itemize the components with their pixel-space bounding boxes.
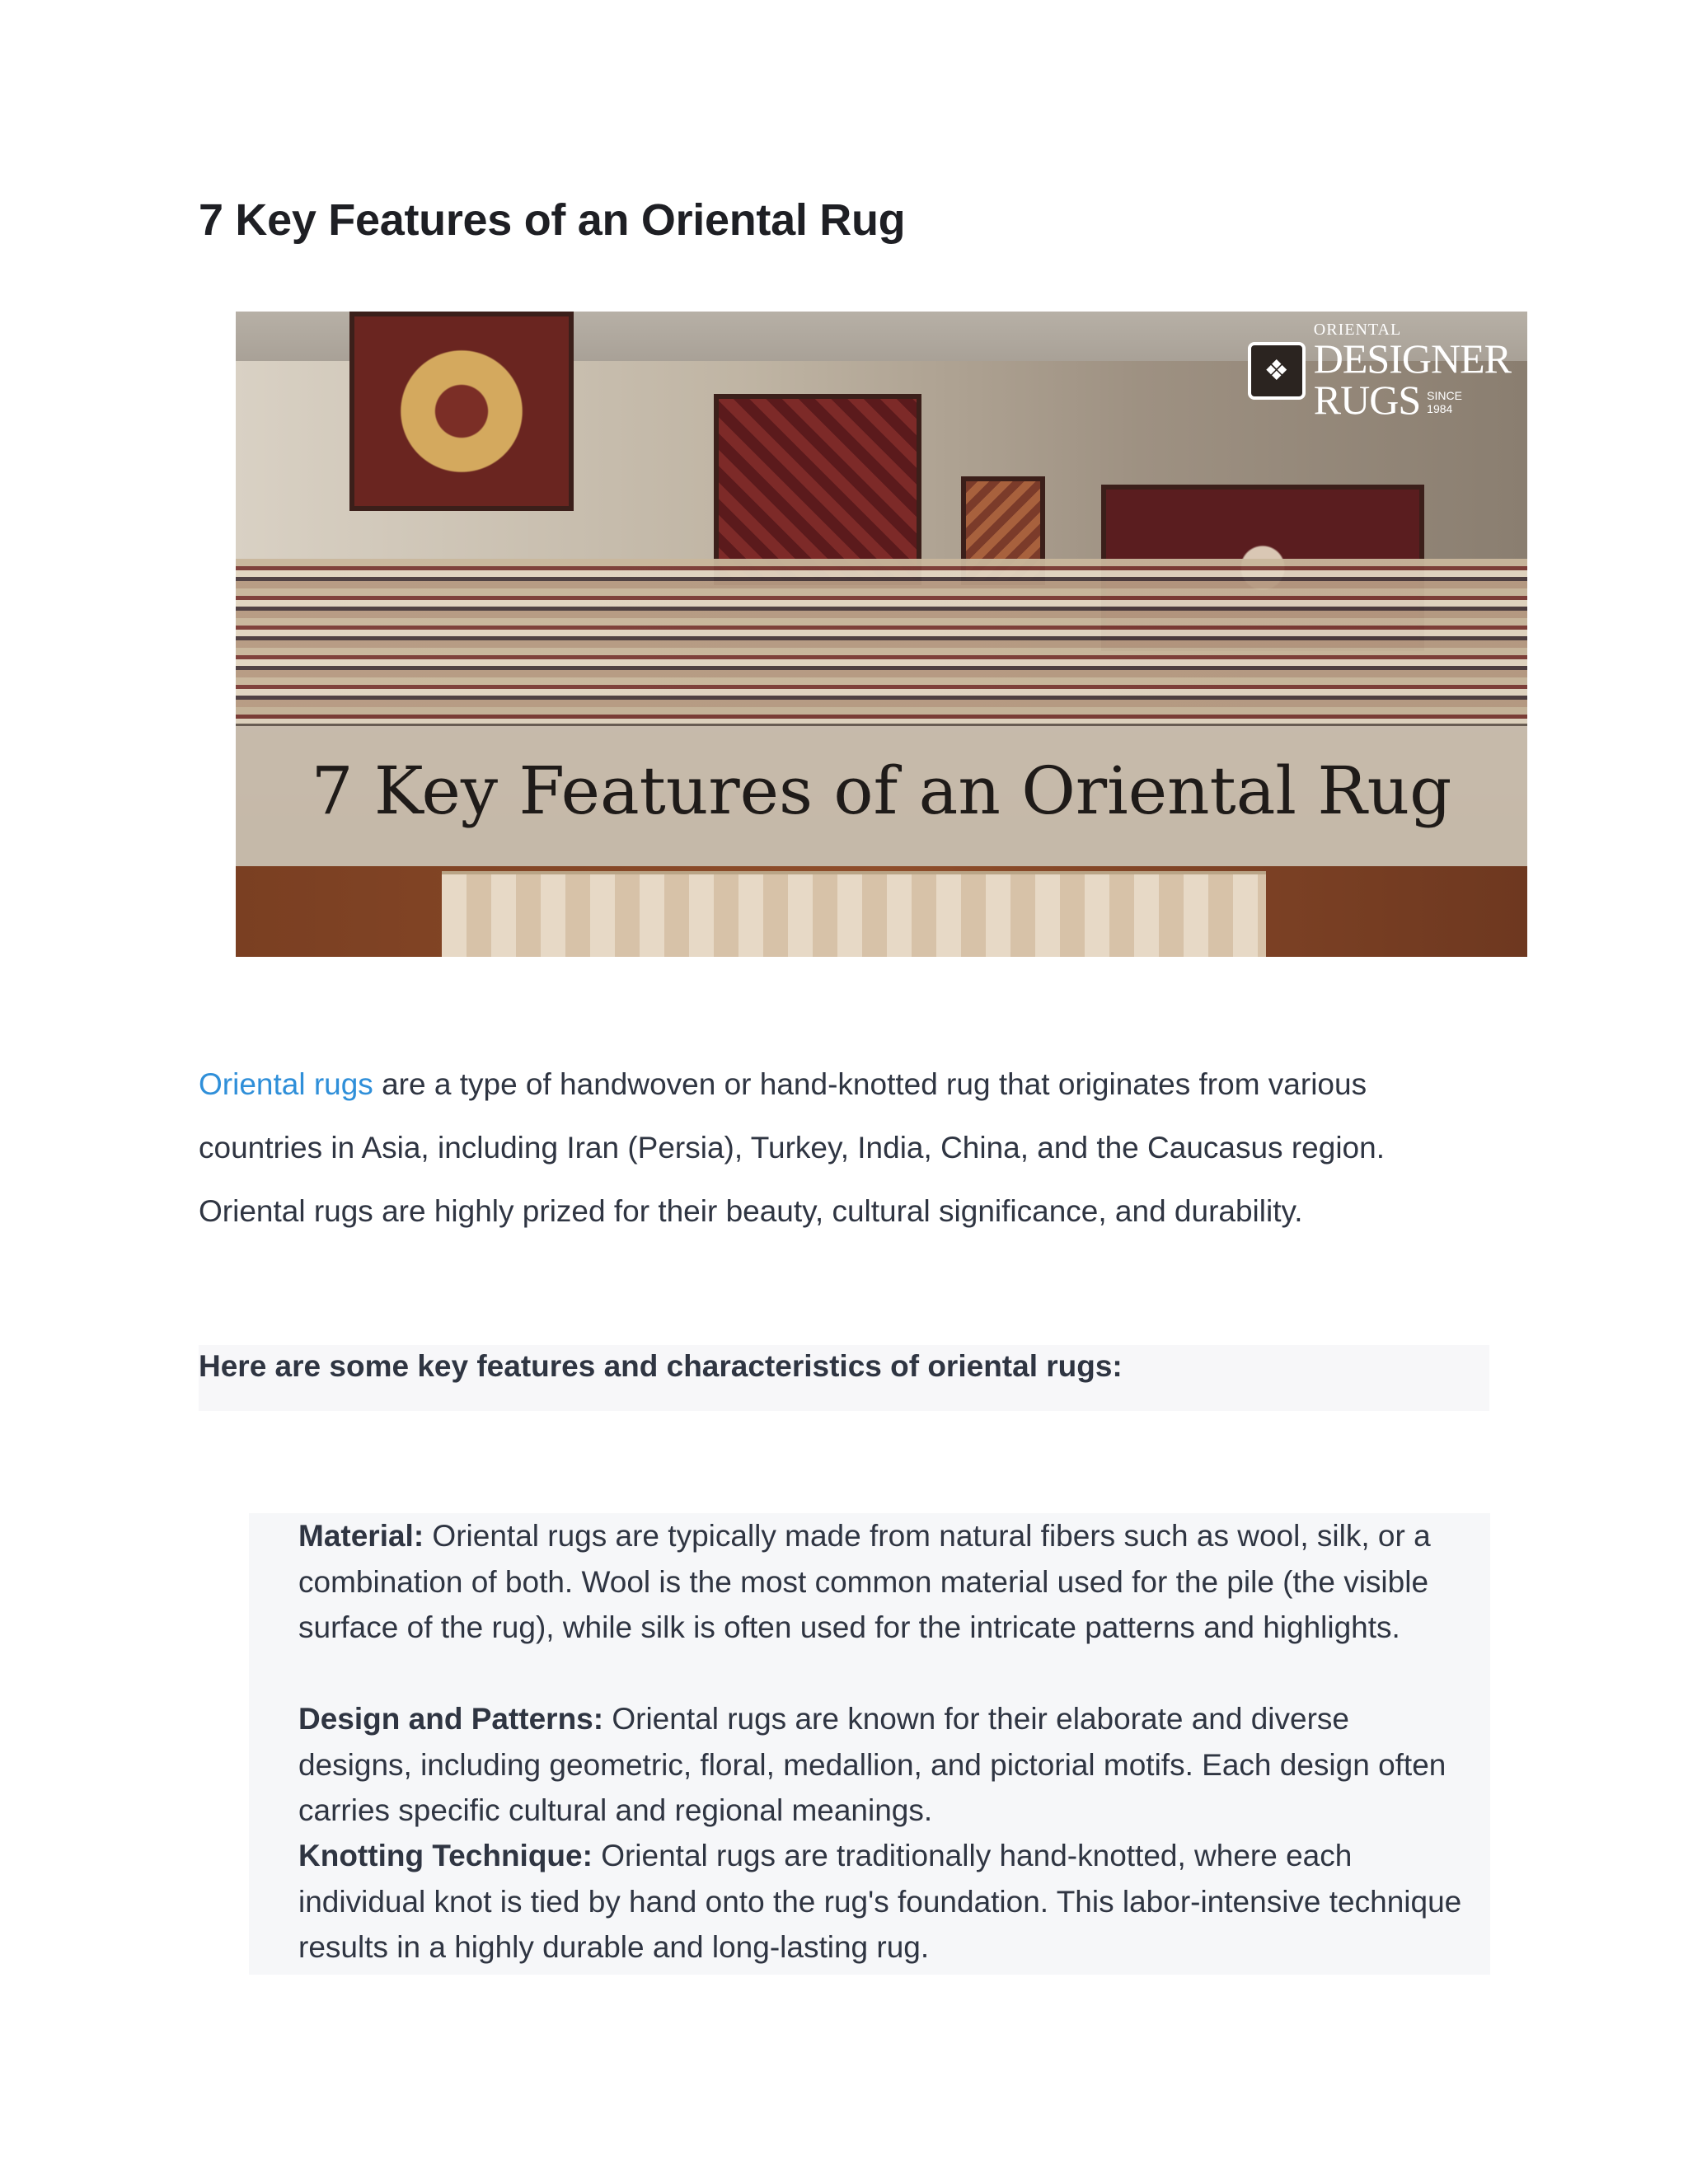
brand-logo <box>1248 321 1511 423</box>
logo-row <box>1313 377 1511 423</box>
list-item <box>298 1696 1469 1834</box>
list-item <box>298 1833 1469 1971</box>
stacked-rugs <box>236 559 1527 724</box>
logo-small-text: ORIENTAL <box>1313 321 1402 339</box>
intro-text: are a type of handwoven or hand-knotted rug that originates from various countries in Asia, including Iran (Persia), Turkey, India, China, and the Caucasus region. Oriental rugs are highly prized for their beauty, cultural significance, and durability. <box>199 1067 1385 1228</box>
logo-since-label: SINCE <box>1427 389 1462 403</box>
hero-banner-text: 7 Key Features of an Oriental Rug <box>311 752 1452 829</box>
page-title: 7 Key Features of an Oriental Rug <box>199 195 906 245</box>
logo-since-year: 1984 <box>1427 401 1453 415</box>
hanging-rug <box>349 312 574 511</box>
feature-text: Oriental rugs are typically made from natural fibers such as wool, silk, or a combination of both. Wool is the most common material used for the pile (the visible surface of the rug), while silk is often used for the intricate patterns and highlights. <box>298 1519 1431 1644</box>
feature-text: Oriental rugs are known for their elaborate and diverse designs, including geometric, floral, medallion, and pictorial motifs. Each design often carries specific cultural and regional meanings. <box>298 1702 1447 1827</box>
logo-since <box>1427 390 1462 420</box>
section-heading: Here are some key features and characteristics of oriental rugs: <box>199 1345 1489 1411</box>
feature-label: Material: <box>298 1519 424 1553</box>
hanging-rug <box>714 394 921 585</box>
logo-emblem-icon: ❖ <box>1248 342 1306 400</box>
feature-label: Design and Patterns: <box>298 1702 604 1736</box>
floor-rug <box>442 871 1266 957</box>
hero-image <box>236 312 1527 957</box>
logo-wordmark <box>1313 321 1511 423</box>
oriental-rugs-link[interactable]: Oriental rugs <box>199 1067 373 1101</box>
intro-paragraph <box>199 1052 1484 1243</box>
list-item <box>298 1513 1469 1651</box>
feature-text: Oriental rugs are traditionally hand-knotted, where each individual knot is tied by hand onto the rug's foundation. This labor-intensive technique results in a highly durable and long-lasting rug. <box>298 1839 1462 1964</box>
logo-line1: DESIGNER <box>1313 335 1511 382</box>
features-list <box>249 1513 1490 1975</box>
feature-label: Knotting Technique: <box>298 1839 593 1872</box>
logo-line2: RUGS <box>1313 377 1421 423</box>
